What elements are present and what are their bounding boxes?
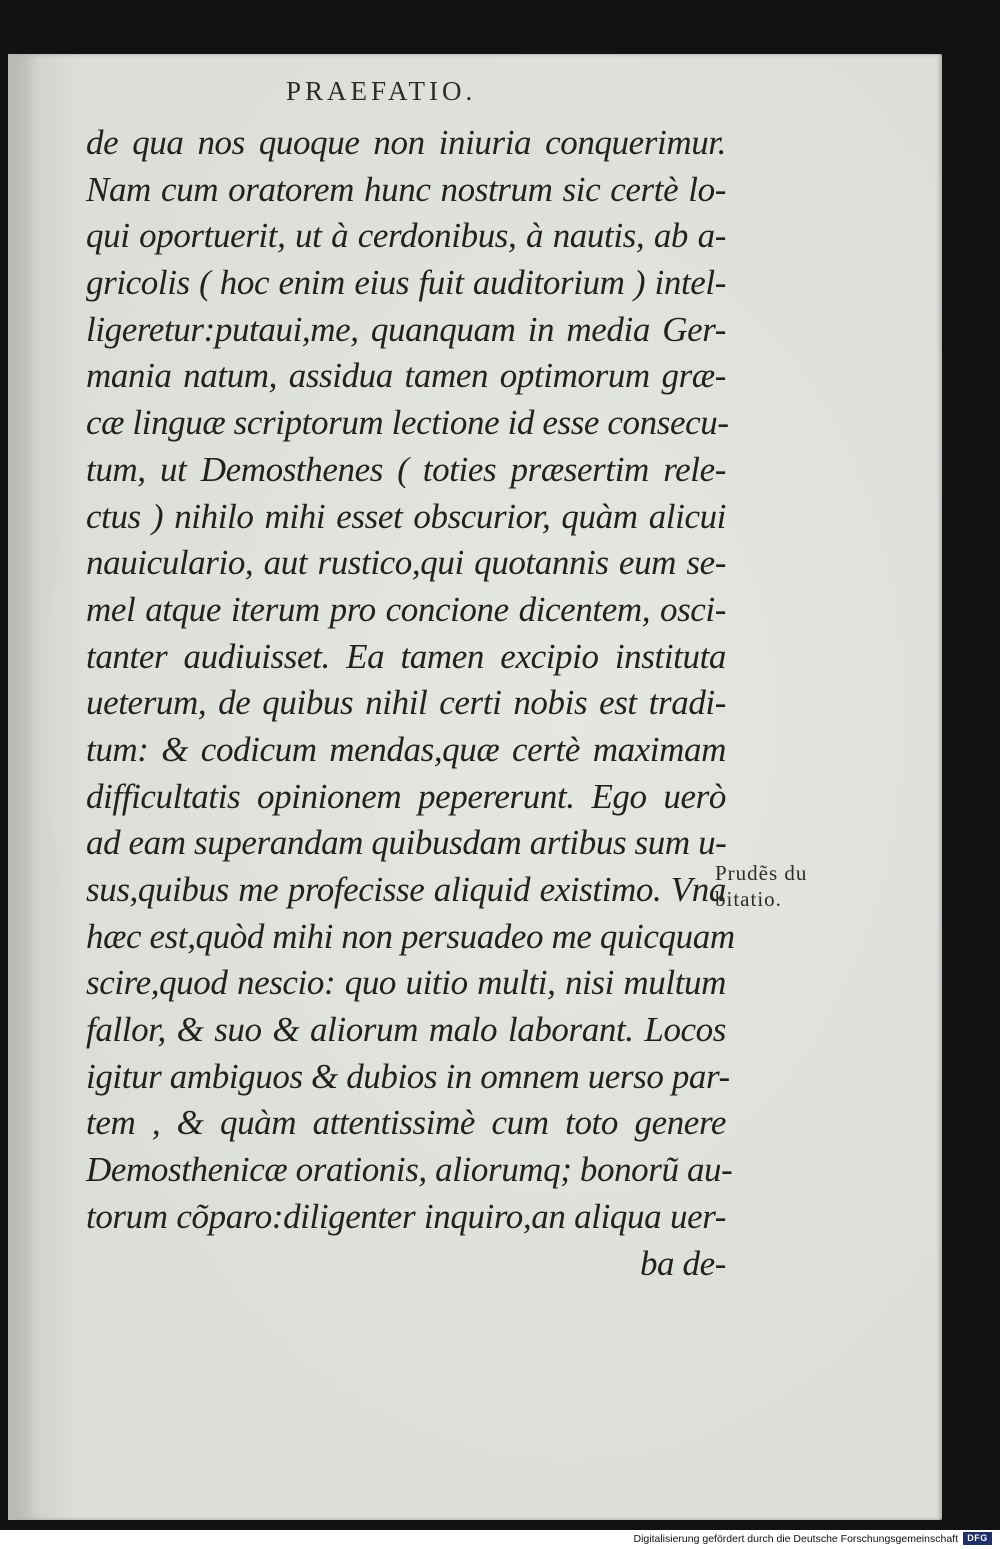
catchword: ba de- [639, 1243, 726, 1283]
text-line: de qua nos quoque non iniuria conquerimur. [86, 123, 726, 162]
running-head: PRAEFATIO. [286, 76, 477, 106]
text-line: igitur ambiguos & dubios in omnem uerso par- [86, 1056, 730, 1096]
text-line: scire,quod nescio: quo uitio multi, nisi multum [86, 963, 726, 1003]
text-line: tanter audiuisset. Ea tamen excipio instituta [86, 636, 726, 676]
marginal-note-line: bitatio. [715, 887, 782, 911]
text-line: gricolis ( hoc enim eius fuit auditorium ) intel- [86, 263, 726, 303]
text-line: ueterum, de quibus nihil certi nobis est tradi- [86, 683, 726, 723]
text-line: sus,quibus me profecisse aliquid existimo. Vna [86, 870, 726, 909]
text-line: Nam cum oratorem hunc nostrum sic certè lo- [86, 169, 726, 209]
marginal-note [715, 860, 807, 912]
text-line: ad eam superandam quibusdam artibus sum u- [86, 823, 727, 863]
text-line: mel atque iterum pro concione dicentem, osci- [86, 589, 726, 629]
marginal-note-line: Prudẽs du [715, 861, 808, 885]
text-line: nauiculario, aut rustico,qui quotannis eum se- [86, 543, 726, 583]
body-text [86, 120, 735, 1287]
text-line: Demosthenicæ orationis, aliorumq; bonorũ au- [86, 1150, 733, 1190]
text-line: hæc est,quòd mihi non persuadeo me quicquam [86, 916, 735, 956]
page-gutter-shadow [8, 54, 36, 1520]
text-line: tem , & quàm attentissimè cum toto genere [86, 1103, 726, 1143]
text-line: torum cõparo:diligenter inquiro,an aliqua uer- [86, 1196, 726, 1236]
text-line: cæ linguæ scriptorum lectione id esse consecu- [86, 403, 729, 443]
footer-credit: Digitalisierung gefördert durch die Deutsche Forschungsgemeinschaft [633, 1533, 958, 1545]
text-line: difficultatis opinionem pepererunt. Ego uerò [86, 776, 726, 816]
text-line: ctus ) nihilo mihi esset obscurior, quàm alicui [86, 496, 726, 536]
text-line: ligeretur:putaui,me, quanquam in media Ger- [86, 309, 726, 349]
dfg-logo: DFG [963, 1532, 992, 1545]
text-line: fallor, & suo & aliorum malo laborant. Locos [86, 1010, 726, 1050]
text-line: qui oportuerit, ut à cerdonibus, à nautis, ab a- [86, 216, 726, 256]
text-line: tum: & codicum mendas,quæ certè maximam [86, 729, 726, 769]
text-line: mania natum, assidua tamen optimorum græ- [86, 356, 726, 396]
text-line: tum, ut Demosthenes ( toties præsertim rele- [86, 449, 726, 489]
